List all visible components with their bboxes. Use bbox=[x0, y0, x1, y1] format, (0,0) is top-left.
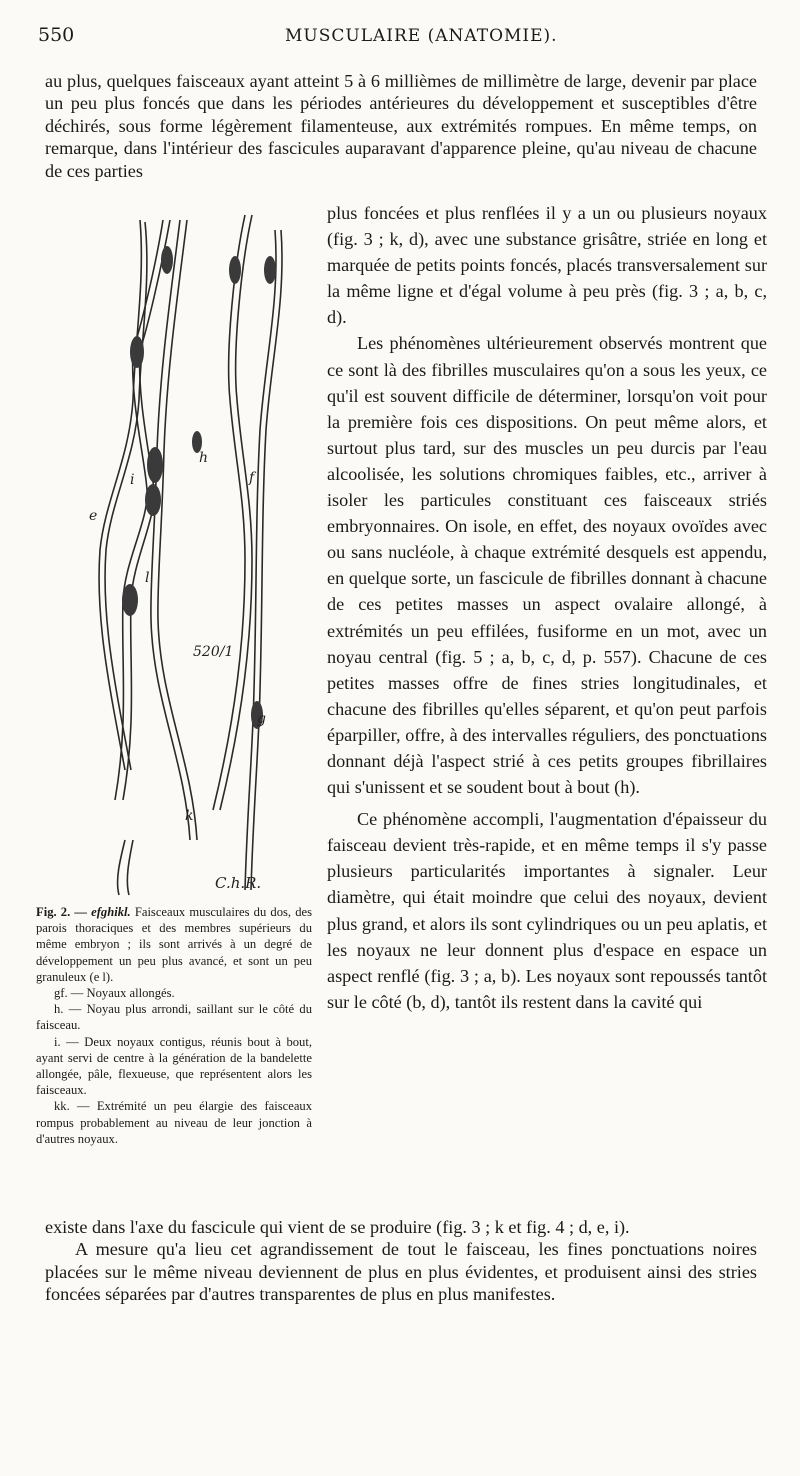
caption-main: Faisceaux musculaires du dos, des parois thoraciques et des membres supérieurs du même embryon ; ils sont arrivés à un degré de développement un peu plus avancé, et sont un peu granuleux (e l). bbox=[36, 905, 312, 984]
top-paragraph-block bbox=[45, 70, 757, 182]
right-paragraph-1: plus foncées et plus renflées il y a un ou plusieurs noyaux (fig. 3 ; k, d), avec une substance grisâtre, striée en long et marquée de petits points foncés, placés transversalement sur la même ligne et d'égal volume à peu près (fig. 3 ; a, b, c, d). bbox=[327, 203, 767, 328]
bottom-paragraph-1: existe dans l'axe du fascicule qui vient de se produire (fig. 3 ; k et fig. 4 ; d, e, i). bbox=[45, 1217, 630, 1237]
right-column bbox=[327, 200, 767, 1015]
running-title: MUSCULAIRE (ANATOMIE). bbox=[285, 26, 558, 46]
fig-label-e: e bbox=[89, 508, 98, 524]
fig-label-k: k bbox=[185, 808, 194, 824]
fig-signature: C.h.R. bbox=[215, 874, 262, 892]
right-paragraph-2: Les phénomènes ultérieurement observés montrent que ce sont là des fibrilles musculaires qu'on a sous les yeux, ce qu'il est souvent difficile de déterminer, lorsqu'on voit pour la première fois ces dispositions. On peut même alors, et surtout plus tard, sur des muscles un peu durcis par l'eau alcoolisée, les solutions chromiques faibles, etc., arriver à isoler les particules constituant ces faisceaux striés embryonnaires. On isole, en effet, des noyaux ovoïdes avec ou sans nucléole, à chaque extrémité desquels est appendu, en quelque sorte, un fascicule de fibrilles donnant à chacune de ces petites masses un aspect ovalaire allongé, à extrémités un peu effilées, fusiforme en un mot, avec un noyau central (fig. 5 ; a, b, c, d, p. 557). Chacune de ces petites masses offre de fines stries longitudinales, et chacune des fibrilles qu'elles séparent, et qu'on peut parfois éparpiller, offre, à des intervalles réguliers, des ponctuations donnant déjà l'aspect strié à ces petits groupes fibrillaires qui s'unissent et se soudent bout à bout (h). bbox=[327, 333, 767, 798]
figure-caption bbox=[36, 904, 312, 1147]
fig-label-l: l bbox=[145, 570, 150, 586]
fig-label-i: i bbox=[130, 472, 135, 488]
page-number: 550 bbox=[38, 24, 75, 46]
caption-fig-letters: — efghikl. bbox=[74, 905, 131, 919]
fig-scale-mark: 520/1 bbox=[193, 644, 234, 660]
muscle-fiber-figure bbox=[85, 200, 315, 900]
right-paragraph-3: Ce phénomène accompli, l'augmentation d'épaisseur du faisceau devient très-rapide, et en même temps il s'y passe plusieurs particularités importantes à signaler. Leur diamètre, qui était moindre que celui des noyaux, devient plus grand, et alors ils sont cylindriques ou un peu aplatis, et les noyaux ne leur donnent plus d'espace en espace un aspect renflé (fig. 3 ; a, b). Les noyaux sont repoussés tantôt sur le côté (b, d), tantôt ils restent dans la cavité qui bbox=[327, 809, 767, 1012]
fig-label-f: f bbox=[249, 470, 255, 486]
fig-label-h: h bbox=[199, 450, 209, 466]
caption-fig-ref: Fig. 2. bbox=[36, 905, 71, 919]
caption-gf: gf. — Noyaux allongés. bbox=[54, 986, 175, 1001]
caption-kk: kk. — Extrémité un peu élargie des faisceaux rompus probablement au niveau de leur jonction à d'autres noyaux. bbox=[36, 1099, 312, 1146]
caption-h: h. — Noyau plus arrondi, saillant sur le côté du faisceau. bbox=[36, 1002, 312, 1033]
fig-label-g: g bbox=[257, 711, 266, 727]
caption-i: i. — Deux noyaux contigus, réunis bout à bout, ayant servi de centre à la génération de la bandelette allongée, pâle, flexueuse, que représentent alors les faisceaux. bbox=[36, 1034, 312, 1098]
bottom-paragraph-block bbox=[45, 1216, 757, 1306]
bottom-paragraph-2: A mesure qu'a lieu cet agrandissement de tout le faisceau, les fines ponctuations noires placées sur le même niveau deviennent de plus en plus évidentes, et produisent ainsi des stries foncées séparées par d'autres transparentes de plus en plus manifestes. bbox=[45, 1239, 757, 1305]
top-paragraph: au plus, quelques faisceaux ayant atteint 5 à 6 millièmes de millimètre de large, devenir par place un peu plus foncés que dans les périodes antérieures du développement et susceptibles d'être déchirés, sous forme légèrement filamenteuse, aux extrémités rompues. En même temps, on remarque, dans l'intérieur des fascicules auparavant d'apparence pleine, qu'au niveau de chacune de ces parties bbox=[45, 71, 757, 181]
